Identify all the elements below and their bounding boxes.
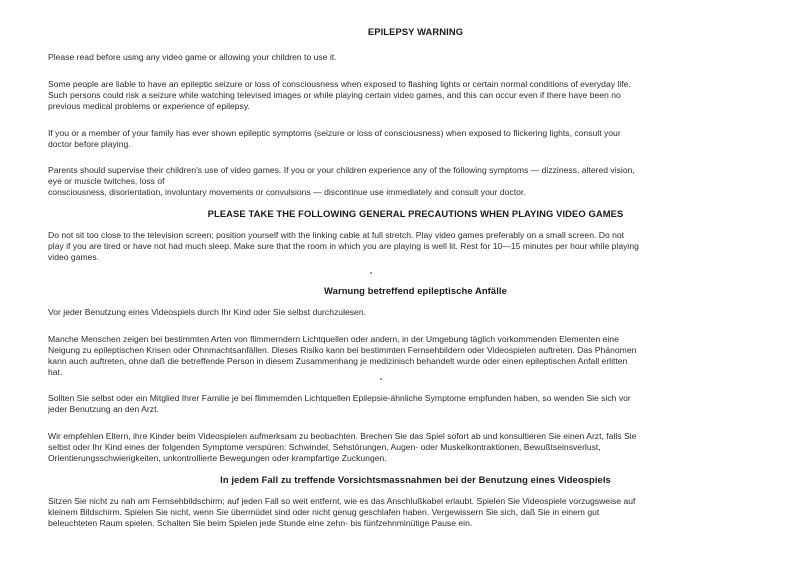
german-paragraph-2 [48, 393, 783, 415]
german-paragraph-3 [48, 431, 783, 464]
scan-speck [380, 378, 382, 380]
warning-document [48, 26, 783, 529]
text-line: Orientierungsschwierigkeiten, unkontrollierte Bewegungen oder krampfartige Zuckungen. [48, 453, 387, 464]
text-line: play if you are tired or have not had much sleep. Make sure that the room in which you are playing is well lit. Rest for 10—15 minutes per hour while playing [48, 241, 639, 252]
english-intro [48, 52, 783, 63]
text-line: video games. [48, 251, 100, 262]
german-paragraph-1 [48, 334, 783, 378]
english-intro-line: Please read before using any video game or allowing your children to use it. [48, 52, 337, 62]
text-line: consciousness, disorientation, involuntary movements or convulsions — discontinue use immediately and consult your doctor. [48, 187, 526, 198]
german-precautions [48, 496, 783, 529]
english-precautions [48, 230, 783, 263]
german-title: Warnung betreffend epileptische Anfälle [324, 284, 507, 296]
text-line: kann auch auftreten, ohne daß die betreffende Person in diesem Zusammenhang je medizinisch behandelt wurde oder einen epileptischen Anfall erlitten [48, 355, 628, 366]
text-line: If you or a member of your family has ever shown epileptic symptoms (seizure or loss of consciousness) when exposed to flickering lights, consult your [48, 127, 621, 138]
text-line: Wir empfehlen Eltern, ihre Kinder beim Videospielen aufmerksam zu beobachten. Brechen Sie das Spiel sofort ab und konsultieren Sie einen Arzt, falls Sie [48, 431, 637, 442]
scan-speck [370, 272, 372, 274]
text-line: selbst oder Ihr Kind eines der folgenden Symptome verspüren: Schwindel, Sehstörungen, Augen- oder Muskelkontraktionen, Bewußtseinsverlust, [48, 442, 601, 453]
text-line: Sollten Sie selbst oder ein Mitglied Ihrer Familie je bei flimmernden Lichtquellen Epilepsie-ähnliche Symptome empfunden haben, so wenden Sie sich vor [48, 393, 631, 404]
german-intro-line: Vor jeder Benutzung eines Videospiels durch Ihr Kind oder Sie selbst durchzulesen. [48, 306, 367, 317]
text-line: eye or muscle twitches, loss of [48, 176, 165, 187]
text-line: Manche Menschen zeigen bei bestimmten Arten von flimmerndern Lichtquellen oder andern, in der Umgebung täglich vorkommenden Elementen eine [48, 333, 619, 344]
text-line: Such persons could risk a seizure while watching televised images or while playing certain video games, and this can occur even if there have been no [48, 89, 621, 100]
text-line: Some people are liable to have an epileptic seizure or loss of consciousness when exposed to flashing lights or certain normal conditions of everyday life. [48, 78, 631, 89]
text-line: Sitzen Sie nicht zu nah am Fernsehbildschirm; auf jeden Fall so weit entfernt, wie es das Anschlußkabel erlaubt. Spielen Sie Videospiele vorzugsweise auf [48, 495, 636, 506]
english-title: EPILEPSY WARNING [367, 26, 464, 37]
text-line: kleinem Bildschirm. Spielen Sie nicht, wenn Sie übermüdet sind oder nicht genug geschlafen haben. Vergewissern Sie sich, daß Sie in einem gut [48, 506, 600, 517]
english-paragraph-1 [48, 79, 783, 112]
text-line: hat. [48, 366, 63, 377]
text-line: previous medical problems or experience of epilepsy. [48, 100, 250, 111]
german-intro [48, 307, 783, 318]
english-paragraph-2 [48, 128, 783, 150]
english-precautions-title: PLEASE TAKE THE FOLLOWING GENERAL PRECAUTIONS WHEN PLAYING VIDEO GAMES [207, 208, 624, 220]
german-precautions-title: In jedem Fall zu treffende Vorsichtsmassnahmen bei der Benutzung eines Videospiels [220, 473, 611, 485]
text-line: beleuchteten Raum spielen. Schalten Sie beim Spielen jede Stunde eine zehn- bis fünfzehnminütige Pause ein. [48, 517, 473, 528]
english-paragraph-3 [48, 165, 783, 198]
text-line: jeder Benutzung an den Arzt. [48, 404, 159, 415]
text-line: Do not sit too close to the television screen; position yourself with the linking cable at full stretch. Play video games preferably on a small screen. Do not [48, 230, 625, 241]
text-line: Neigung zu epileptischen Krisen oder Ohnmachtsanfällen. Dieses Risiko kann bei bestimmten Fernsehbildern oder Videospielen auftreten. Das Phänomen [48, 344, 637, 355]
text-line: doctor before playing. [48, 138, 131, 149]
text-line: Parents should supervise their children's use of video games. If you or your children experience any of the following symptoms — dizziness, altered vision, [48, 165, 635, 176]
